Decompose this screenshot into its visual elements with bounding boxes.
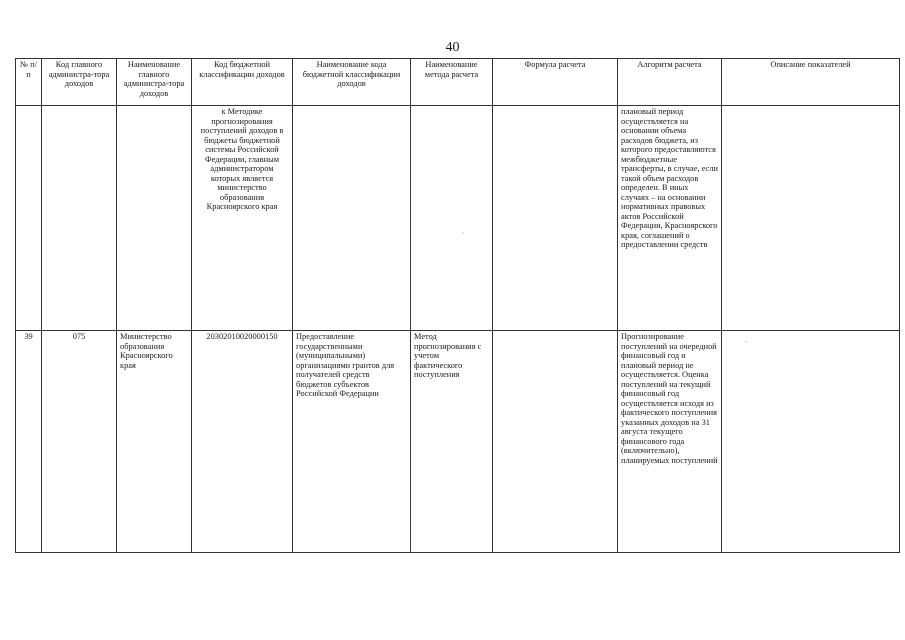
cell-formula [493, 331, 618, 553]
cell-kbk-name [293, 106, 411, 331]
revenue-methods-table [15, 58, 900, 553]
header-formula: Формула расчета [493, 59, 618, 106]
cell-description [722, 331, 900, 553]
cell-num: 39 [16, 331, 42, 553]
cell-kbk: 20302010020000150 [192, 331, 293, 553]
cell-formula [493, 106, 618, 331]
header-algorithm: Алгоритм расчета [618, 59, 722, 106]
header-row [16, 59, 900, 106]
cell-admin-name [117, 106, 192, 331]
cell-num [16, 106, 42, 331]
cell-admin-code: 075 [42, 331, 117, 553]
cell-kbk-name: Предоставление государственными (муниципальными) организациями грантов для получателей средств бюджетов субъектов Российской Федерации [293, 331, 411, 553]
cell-algorithm: плановый период осуществляется на основании объема расходов бюджета, из которого предоставляются межбюджетные трансферты, в случае, если такой объем расходов определен. В иных случаях – на основании нормативных правовых актов Российской Федерации, Красноярского края, соглашений о предоставлении средств [618, 106, 722, 331]
cell-method: Метод прогнозирования с учетом фактического поступления [411, 331, 493, 553]
header-kbk-name: Наименование кода бюджетной классификации доходов [293, 59, 411, 106]
header-num: № п/п [16, 59, 42, 106]
cell-kbk: к Методике прогнозирования поступлений доходов в бюджеты бюджетной системы Российской Федерации, главным администратором которых является министерство образования Красноярского края [192, 106, 293, 331]
cell-admin-code [42, 106, 117, 331]
header-description: Описание показателей [722, 59, 900, 106]
header-kbk: Код бюджетной классификации доходов [192, 59, 293, 106]
cell-algorithm: Прогнозирование поступлений на очередной финансовый год и плановый период не осуществляется. Оценка поступлений на текущий финансовый год осуществляется исходя из фактического поступления указанных доходов на 31 августа текущего финансового года (включительно), планируемых поступлений [618, 331, 722, 553]
cell-admin-name: Министерство образования Красноярского края [117, 331, 192, 553]
table-row [16, 331, 900, 553]
header-admin-name: Наименование главного администра-тора доходов [117, 59, 192, 106]
table-row [16, 106, 900, 331]
cell-method [411, 106, 493, 331]
header-admin-code: Код главного администра-тора доходов [42, 59, 117, 106]
header-method: Наименование метода расчета [411, 59, 493, 106]
cell-description [722, 106, 900, 331]
scan-speck: ˎ [462, 226, 465, 234]
page-number: 40 [445, 40, 460, 55]
scan-speck: · [745, 338, 748, 346]
